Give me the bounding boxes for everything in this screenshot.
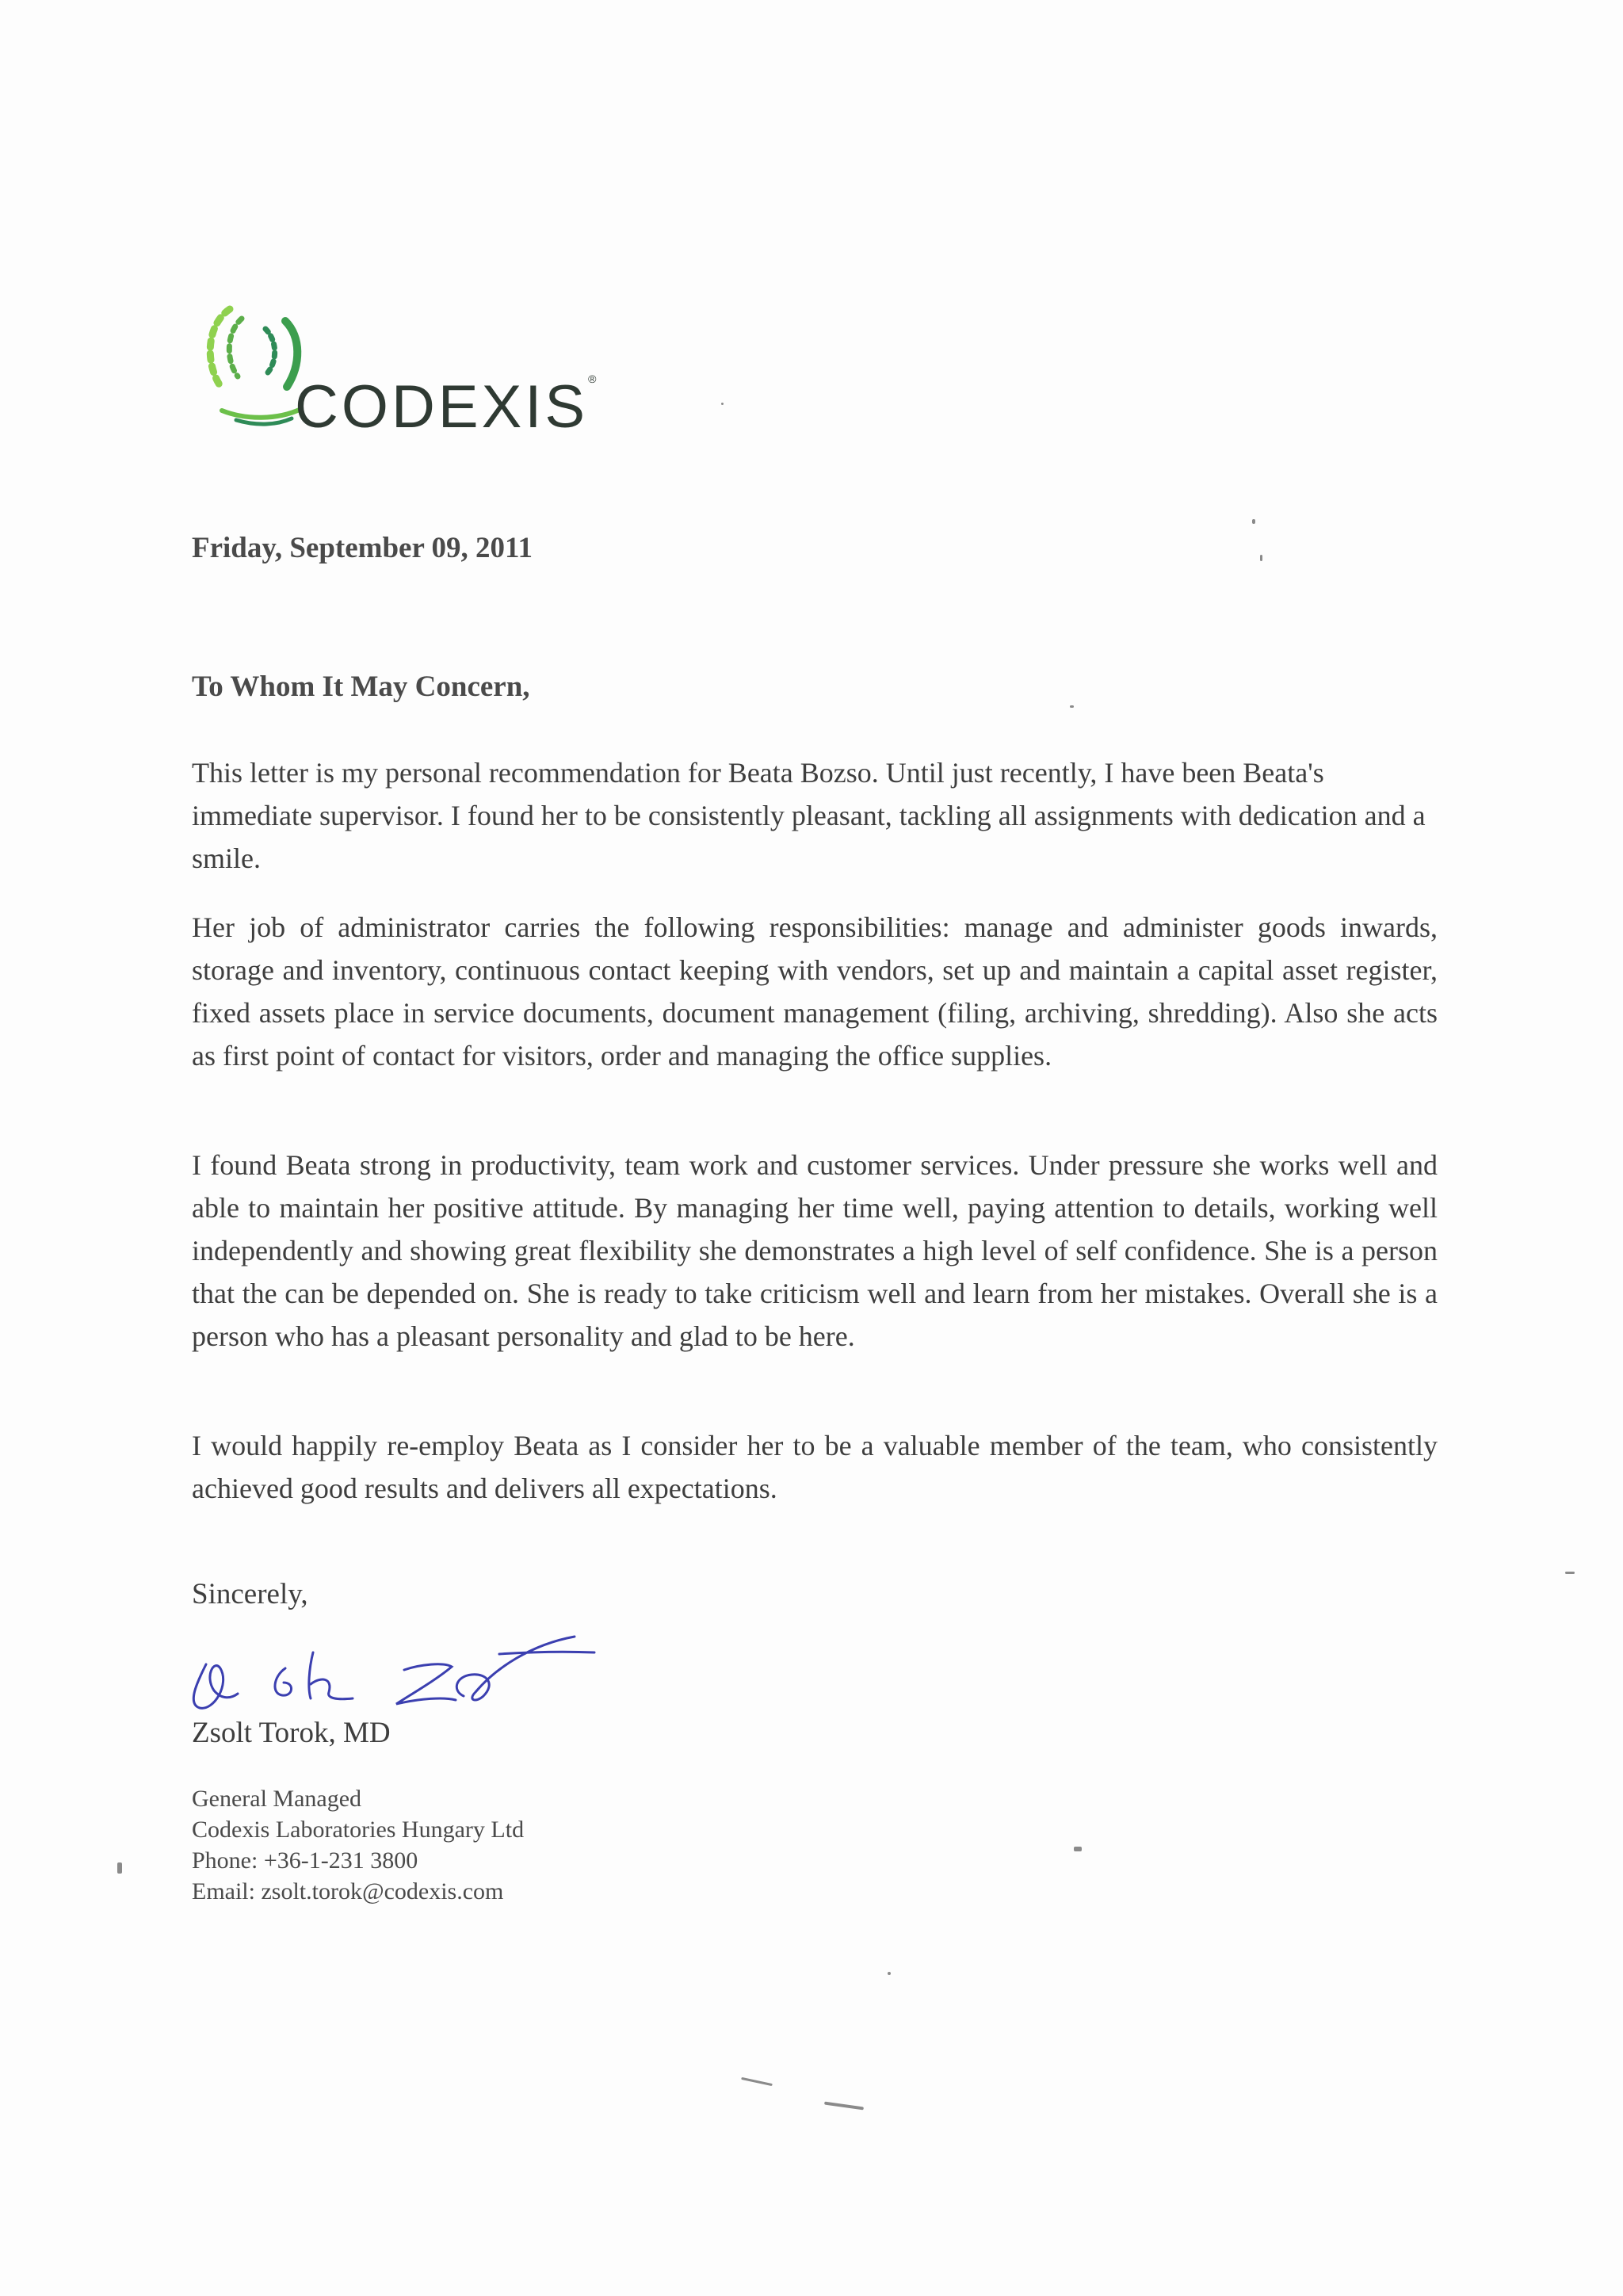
codexis-logo (198, 293, 642, 441)
codexis-wordmark (295, 372, 596, 441)
scan-speck (117, 1862, 122, 1874)
registered-mark: ® (588, 372, 597, 385)
signer-email: Email: zsolt.torok@codexis.com (192, 1878, 504, 1904)
handwritten-signature (182, 1621, 610, 1724)
signer-contact-block (192, 1783, 524, 1907)
scan-speck (824, 2102, 864, 2111)
company-logo-text: CODEXIS (295, 373, 589, 441)
scan-speck (721, 403, 724, 405)
scan-speck (888, 1972, 891, 1975)
scan-speck (1565, 1572, 1575, 1574)
signer-phone: Phone: +36-1-231 3800 (192, 1847, 418, 1874)
letter-closing: Sincerely, (192, 1578, 308, 1610)
scan-speck (741, 2077, 773, 2086)
signer-name: Zsolt Torok, MD (192, 1717, 391, 1749)
signer-title: General Managed (192, 1786, 362, 1812)
signer-company: Codexis Laboratories Hungary Ltd (192, 1817, 525, 1843)
scan-speck (1074, 1847, 1082, 1851)
letter-date: Friday, September 09, 2011 (192, 532, 533, 564)
scan-speck (1260, 555, 1262, 561)
body-paragraph-3: I found Beata strong in productivity, team work and customer services. Under pressure she works well and able to maintain her positive attitude. By managing her time well, paying attention to details, working well independently and showing great flexibility she demonstrates a high level of self confidence. She is a person that the can be depended on. She is ready to take criticism well and learn from her mistakes. Overall she is a person who has a pleasant personality and glad to be here. (192, 1149, 1438, 1352)
scan-speck (1070, 705, 1074, 708)
body-paragraph-2: Her job of administrator carries the following responsibilities: manage and administer goods inwards, storage and inventory, continuous contact keeping with vendors, set up and maintain a capital asset register, fixed assets place in service documents, document management (filing, archiving, shredding). Also she acts as first point of contact for visitors, order and managing the office supplies. (192, 911, 1438, 1072)
body-paragraph-1: This letter is my personal recommendation for Beata Bozso. Until just recently, I have been Beata's immediate supervisor. I found her to be consistently pleasant, tackling all assignments with dedication and a smile. (192, 757, 1426, 874)
letter-salutation: To Whom It May Concern, (192, 670, 530, 703)
body-paragraph-4: I would happily re-employ Beata as I consider her to be a valuable member of the team, who consistently achieved good results and delivers all expectations. (192, 1430, 1438, 1504)
scan-speck (1252, 519, 1255, 524)
